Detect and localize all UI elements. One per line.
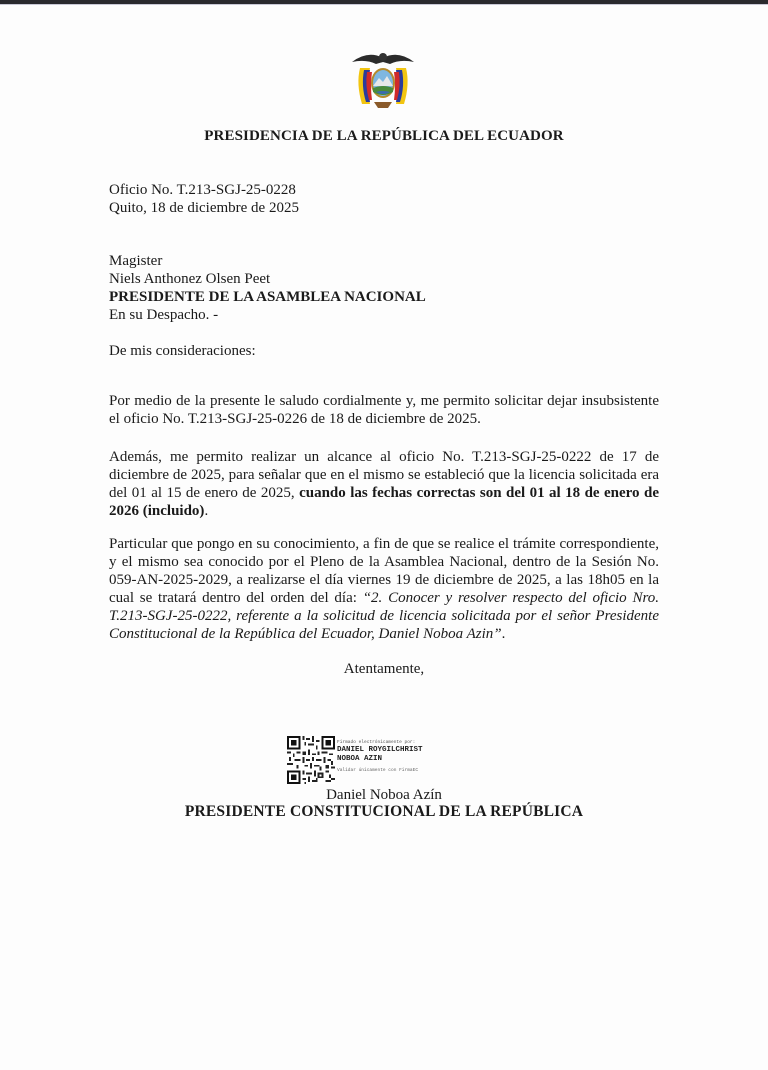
signer-position: PRESIDENTE CONSTITUCIONAL DE LA REPÚBLICA: [184, 803, 584, 820]
electronic-signature: [287, 736, 487, 786]
paragraph-2-end: .: [204, 503, 209, 519]
signer-name-line1: DANIEL ROYGILCHRIST: [337, 746, 423, 754]
paragraph-3-end: .: [501, 626, 506, 642]
paragraph-2-normal: Además, me permito realizar un alcance al oficio No. T.213-SGJ-25-0222 de 17 de diciembre de 2025, para señalar que en el mismo se estableció que la licencia solicitada era del 01 al 15 de enero de 2025,: [109, 449, 659, 501]
paragraph-2-text: [109, 448, 659, 520]
recipient-name: Niels Anthonez Olsen Peet: [109, 271, 271, 287]
paragraph-2-bold: cuando las fechas correctas son del 01 al 18 de enero de 2026 (incluido): [109, 485, 660, 519]
paragraph-3-text: [109, 535, 659, 643]
paragraph-3-normal: Particular que pongo en su conocimiento, a fin de que se realice el trámite correspondiente, y el mismo sea conocido por el Pleno de la Asamblea Nacional, dentro de la Sesión No. 059-AN-2025-2029, a realizarse el día viernes 19 de diciembre de 2025, a las 18h05 en la cual se tratará dentro del orden del día:: [109, 536, 659, 606]
signer-name: Daniel Noboa Azín: [326, 787, 442, 803]
oficio-number: Oficio No. T.213-SGJ-25-0228: [109, 182, 296, 198]
recipient-title: Magister: [109, 253, 163, 269]
reference-block: [109, 181, 659, 217]
salutation-text: De mis consideraciones:: [109, 343, 256, 359]
salutation: [109, 342, 659, 360]
paragraph-2: [109, 448, 659, 520]
recipient-block: [109, 252, 659, 324]
paragraph-1-text: Por medio de la presente le saludo cordialmente y, me permito solicitar dejar insubsistente el oficio No. T.213-SGJ-25-0226 de 18 de diciembre de 2025.: [109, 393, 659, 427]
institution-title: PRESIDENCIA DE LA REPÚBLICA DEL ECUADOR: [204, 128, 564, 144]
qr-code-icon: [287, 736, 335, 784]
closing: Atentamente,: [343, 661, 425, 677]
paragraph-3: [109, 535, 659, 643]
validate-label: Validar únicamente con FirmaEC: [337, 768, 419, 773]
paragraph-1: [109, 392, 659, 428]
coat-of-arms-icon: [350, 46, 416, 112]
signer-name-line2: NOBOA AZIN: [337, 755, 383, 763]
place-date: Quito, 18 de diciembre de 2025: [109, 200, 299, 216]
signature-text: [337, 740, 423, 774]
paragraph-3-italic-quote: “2. Conocer y resolver respecto del oficio Nro. T.213-SGJ-25-0222, referente a la solicitud de licencia solicitada por el señor Presidente Constitucional de la República del Ecuador, Daniel Noboa Azin”: [109, 590, 659, 642]
recipient-position: PRESIDENTE DE LA ASAMBLEA NACIONAL: [109, 289, 426, 305]
recipient-location: En su Despacho. -: [109, 307, 219, 323]
signed-label: Firmado electrónicamente por:: [337, 740, 416, 745]
